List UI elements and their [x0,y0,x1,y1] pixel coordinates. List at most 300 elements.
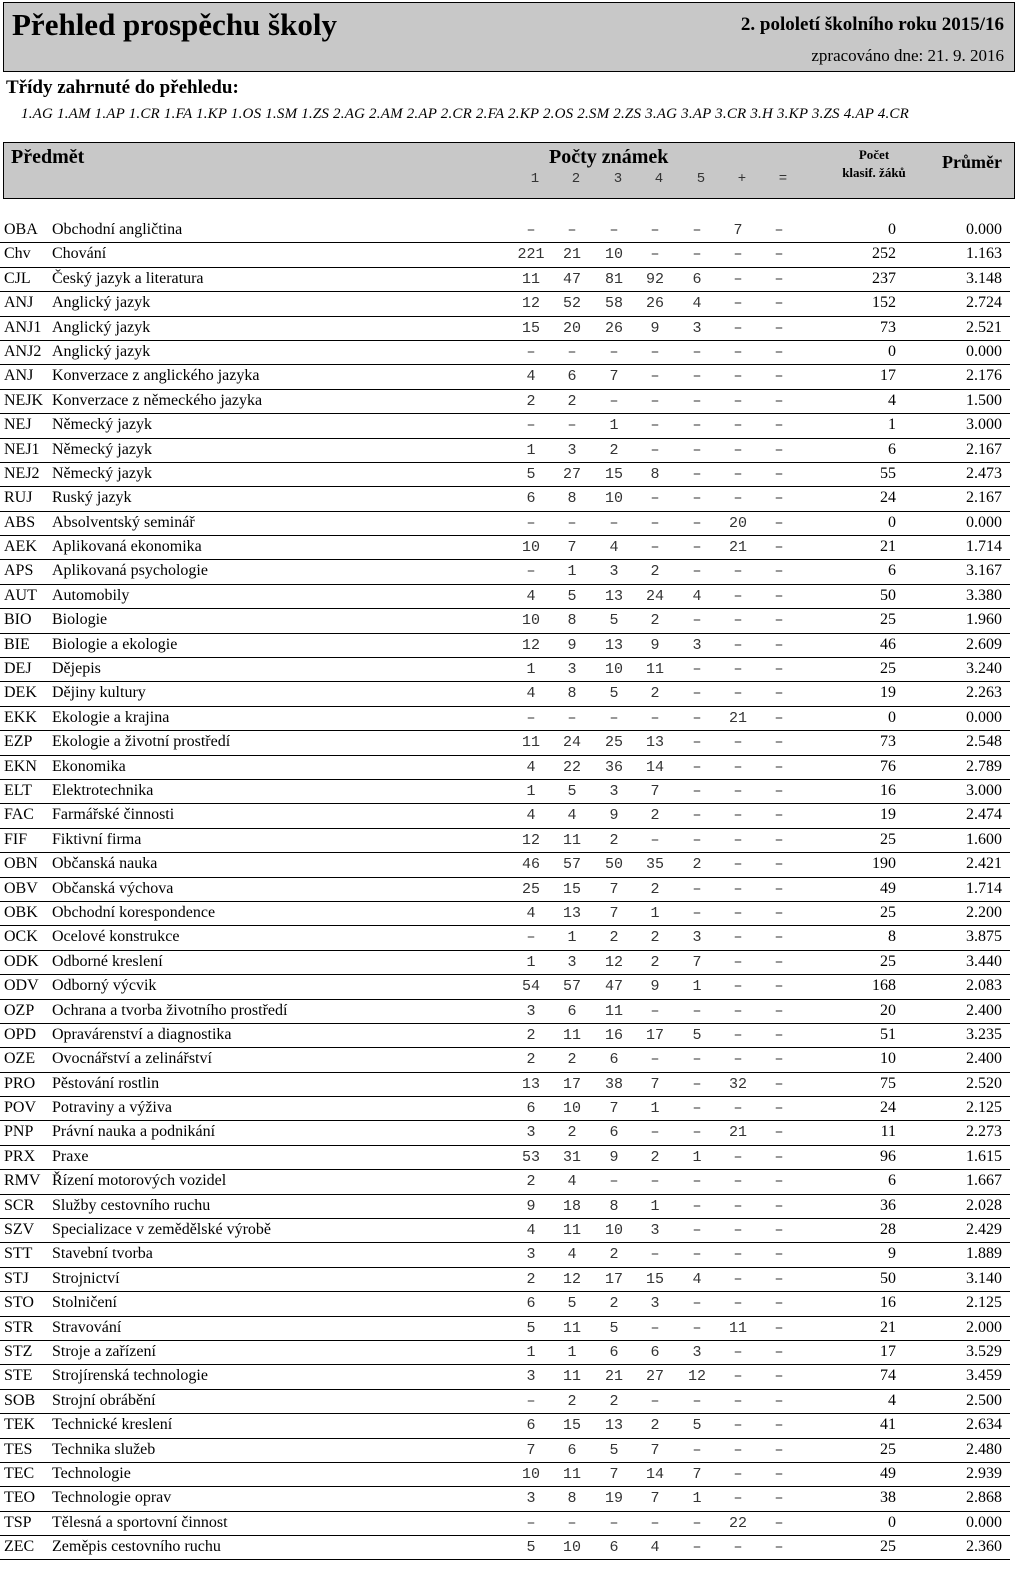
grade-count: – [526,343,536,361]
table-row [0,390,1010,414]
subject-code: PNP [4,1123,34,1141]
table-row [0,682,1010,706]
grade-count: – [526,929,536,947]
table-row [0,536,1010,560]
table-row [0,1219,1010,1243]
grade-count: – [733,1539,743,1557]
grade-count: 10 [521,539,540,557]
grade-count: – [774,1246,784,1264]
grade-count: 11 [562,1026,581,1044]
grade-count: 3 [567,661,577,679]
grade-count: – [774,490,784,508]
grade-count: 92 [645,270,664,288]
grade-count: 17 [604,1270,623,1288]
average-value: 1.615 [966,1147,1002,1165]
grade-count: 8 [567,612,577,630]
grade-count: – [526,563,536,581]
grade-count: – [733,490,743,508]
grade-header-5: 5 [696,171,706,187]
grade-count: – [650,1246,660,1264]
grade-count: 2 [526,1270,536,1288]
grade-count: 17 [645,1026,664,1044]
classified-count: 0 [888,708,896,726]
grade-count: – [774,441,784,459]
grade-count: 6 [609,1343,619,1361]
classified-count: 19 [880,806,896,824]
grade-count: 12 [687,1368,706,1386]
grade-header-4: 4 [654,171,664,187]
classified-count: 49 [880,1464,896,1482]
grade-count: – [692,1124,702,1142]
grade-count: – [774,929,784,947]
table-row [0,707,1010,731]
grade-count: 52 [562,295,581,313]
grade-count: 2 [567,1051,577,1069]
grade-count: – [692,1441,702,1459]
grade-count: 2 [650,953,660,971]
grade-count: 8 [609,1197,619,1215]
subject-name: Stavební tvorba [52,1245,153,1263]
grade-count: – [774,880,784,898]
grade-count: – [609,392,619,410]
average-value: 1.714 [966,879,1002,897]
subject-name: Farmářské činnosti [52,806,175,824]
grade-count: 1 [567,1343,577,1361]
grade-count: 11 [521,270,540,288]
grade-count: 12 [521,831,540,849]
grade-count: – [692,758,702,776]
student-count-header [834,146,914,182]
grade-count: 11 [562,1465,581,1483]
table-row [0,1463,1010,1487]
grade-count: – [774,465,784,483]
table-row [0,658,1010,682]
subject-name: Obchodní angličtina [52,221,183,238]
subject-name: Občanská výchova [52,879,174,897]
grade-count: – [774,514,784,532]
subject-name: Ovocnářství a zelinářství [52,1050,212,1068]
classified-count: 4 [888,391,896,409]
grade-count: – [692,1392,702,1410]
grade-count: 3 [692,636,702,654]
grade-count: 2 [526,392,536,410]
grade-count: – [526,1392,536,1410]
grade-count: 221 [517,246,545,264]
grade-count: – [733,1295,743,1313]
table-row [0,1146,1010,1170]
grade-count: – [650,368,660,386]
grade-count: – [774,904,784,922]
average-value: 2.474 [966,806,1002,824]
average-value: 1.163 [966,245,1002,263]
grade-count: – [692,807,702,825]
classified-count: 73 [880,733,896,751]
subject-name: Konverzace z anglického jazyka [52,367,260,385]
average-value: 3.875 [966,928,1002,946]
table-row [0,487,1010,511]
grade-count: – [692,880,702,898]
grade-count: – [650,417,660,435]
subject-name: Dějiny kultury [52,684,146,702]
average-value: 0.000 [966,708,1002,726]
grade-count: – [774,1148,784,1166]
grade-header-2: 2 [571,171,581,187]
classified-count: 152 [872,294,896,312]
grade-count: 3 [567,441,577,459]
grade-count: – [567,709,577,727]
grade-count: 6 [567,1002,577,1020]
grade-count: 5 [692,1026,702,1044]
average-value: 2.273 [966,1123,1002,1141]
grade-count: 11 [562,831,581,849]
grade-count: 2 [526,1173,536,1191]
grade-count: – [692,782,702,800]
grade-count: 7 [609,1465,619,1483]
subject-name: Ruský jazyk [52,489,132,507]
subject-code: STT [4,1245,33,1263]
average-value: 2.200 [966,903,1002,921]
grade-count: – [650,246,660,264]
grade-count: – [692,1222,702,1240]
subject-name: Absolventský seminář [52,513,195,531]
grade-count: – [733,1026,743,1044]
table-row [0,268,1010,292]
table-row [0,1439,1010,1463]
grade-count: 7 [526,1441,536,1459]
subject-name: Stolničení [52,1294,117,1312]
classified-count: 21 [880,1318,896,1336]
grade-count: 2 [609,1246,619,1264]
subject-name: Aplikovaná ekonomika [52,538,202,556]
subject-name: Automobily [52,586,130,604]
grade-count: – [692,1539,702,1557]
grade-count: 27 [562,465,581,483]
table-row [0,512,1010,536]
average-value: 2.521 [966,318,1002,336]
grade-count: – [692,1075,702,1093]
grade-count: – [733,563,743,581]
subject-code: TES [4,1440,33,1458]
grade-count: – [650,514,660,532]
grade-count: 8 [567,490,577,508]
classified-count: 0 [888,1513,896,1531]
classified-count: 252 [872,245,896,263]
grade-count: – [609,514,619,532]
grade-count: – [774,685,784,703]
subject-code: CJL [4,269,31,287]
grade-count: 6 [692,270,702,288]
grade-count: 4 [567,1173,577,1191]
grade-count: 2 [650,880,660,898]
grade-count: 2 [692,856,702,874]
table-row [0,1195,1010,1219]
grade-count: 2 [650,685,660,703]
subject-name: Stroje a zařízení [52,1342,156,1360]
classified-count: 50 [880,586,896,604]
grade-count: – [774,270,784,288]
average-value: 0.000 [966,221,1002,238]
grade-count: 20 [562,319,581,337]
subject-code: AEK [4,538,37,556]
classified-count: 46 [880,635,896,653]
grade-count: – [650,1051,660,1069]
classified-count: 41 [880,1416,896,1434]
classified-count: 28 [880,1221,896,1239]
grade-count: – [733,685,743,703]
subject-code: NEJK [4,391,44,409]
subject-code: NEJ2 [4,464,40,482]
grade-count: 5 [526,1539,536,1557]
grade-count: 1 [526,441,536,459]
grade-count: 7 [609,1100,619,1118]
classified-count: 8 [888,928,896,946]
subject-name: Strojnictví [52,1269,120,1287]
grade-count: 1 [567,929,577,947]
grade-count: – [692,612,702,630]
grade-count: – [774,295,784,313]
grade-count: 27 [645,1368,664,1386]
grade-count: 21 [728,539,747,557]
grade-count: – [609,709,619,727]
grade-count: – [733,417,743,435]
table-row [0,609,1010,633]
grade-count: 18 [562,1197,581,1215]
grade-count: 9 [526,1197,536,1215]
report-header [3,2,1015,72]
subject-name: Pěstování rostlin [52,1074,160,1092]
grade-header-1: 1 [530,171,540,187]
subject-code: ODK [4,952,39,970]
classified-count: 25 [880,611,896,629]
grade-count: 6 [526,1295,536,1313]
grade-count: – [733,295,743,313]
classified-count: 168 [872,977,896,995]
grade-count: 2 [650,1148,660,1166]
grade-count: – [692,831,702,849]
grade-count: 3 [692,319,702,337]
grade-count: – [733,856,743,874]
grade-count: – [733,1343,743,1361]
average-value: 2.520 [966,1074,1002,1092]
subject-code: ABS [4,513,36,531]
grade-count: 1 [526,953,536,971]
grade-count: – [774,1173,784,1191]
grade-count: 4 [526,368,536,386]
grade-count: 9 [609,807,619,825]
average-value: 2.634 [966,1416,1002,1434]
subject-name: Stravování [52,1318,122,1336]
subject-code: STE [4,1367,33,1385]
subject-code: TEO [4,1489,36,1507]
subject-name: Praxe [52,1147,89,1165]
table-row [0,902,1010,926]
grade-count: – [692,1173,702,1191]
grade-count: 1 [526,661,536,679]
grade-count: 11 [645,661,664,679]
grade-count: – [774,246,784,264]
average-value: 2.263 [966,684,1002,702]
grade-count: 9 [650,319,660,337]
average-value: 0.000 [966,1513,1002,1531]
grade-count: 2 [650,807,660,825]
grade-count: – [733,319,743,337]
grade-count: 5 [609,1441,619,1459]
grade-count: 22 [728,1514,747,1532]
grade-count: 5 [609,685,619,703]
grade-count: 57 [562,856,581,874]
grade-count: 11 [521,734,540,752]
average-value: 3.235 [966,1025,1002,1043]
average-value: 2.360 [966,1538,1002,1556]
grade-count: – [567,514,577,532]
table-row [0,731,1010,755]
subject-code: APS [4,562,34,580]
average-value: 2.176 [966,367,1002,385]
grade-count: – [774,1002,784,1020]
table-header [3,142,1015,199]
grade-count: – [609,343,619,361]
subject-name: Řízení motorových vozidel [52,1172,227,1190]
grade-count: 14 [645,1465,664,1483]
subject-code: STR [4,1318,34,1336]
average-value: 0.000 [966,513,1002,531]
grade-count: – [650,831,660,849]
table-row [0,634,1010,658]
grade-count: 13 [604,1417,623,1435]
table-row [0,243,1010,267]
grade-count: – [774,1100,784,1118]
grade-count: 5 [692,1417,702,1435]
grade-count: 5 [526,465,536,483]
grade-count: – [692,222,702,239]
grade-count: 19 [604,1490,623,1508]
grade-count: – [733,831,743,849]
grade-count: – [774,368,784,386]
grade-count: 6 [609,1539,619,1557]
grade-count: – [733,1465,743,1483]
subject-code: TSP [4,1513,32,1531]
subject-name: Tělesná a sportovní činnost [52,1513,228,1531]
grade-count: – [774,563,784,581]
grade-count: – [650,1124,660,1142]
grade-count: 26 [604,319,623,337]
subject-name: Chování [52,245,107,263]
table-row [0,853,1010,877]
grade-count: – [650,1392,660,1410]
grade-count: – [774,1319,784,1337]
grade-count: – [609,222,619,239]
grade-count: 1 [526,1343,536,1361]
subject-code: ANJ2 [4,342,42,360]
subject-name: Ekonomika [52,757,126,775]
subject-code: SOB [4,1391,36,1409]
subject-code: OBK [4,903,38,921]
grade-count: – [733,343,743,361]
average-value: 1.667 [966,1172,1002,1190]
subject-code: OZE [4,1050,36,1068]
grade-count: 4 [526,904,536,922]
subject-name: Technické kreslení [52,1416,173,1434]
grade-count: 1 [650,1100,660,1118]
grade-count: 15 [562,1417,581,1435]
subject-name: Strojní obrábění [52,1391,156,1409]
grade-count: 7 [567,539,577,557]
classified-count: 75 [880,1074,896,1092]
average-value: 0.000 [966,342,1002,360]
classified-count: 19 [880,684,896,702]
grade-count: – [733,270,743,288]
grade-count: 7 [609,880,619,898]
subject-code: SZV [4,1221,35,1239]
grade-count: 47 [604,978,623,996]
grade-count: – [774,831,784,849]
grade-count: – [774,343,784,361]
grade-count: – [650,1002,660,1020]
grade-count: – [526,222,536,239]
grade-count: 10 [604,246,623,264]
grade-count: 2 [609,929,619,947]
classified-count: 74 [880,1367,896,1385]
grade-count: 22 [562,758,581,776]
grade-count: 10 [521,612,540,630]
table-row [0,1073,1010,1097]
grade-count: 10 [604,490,623,508]
grade-count: 4 [609,539,619,557]
grade-count: – [526,1514,536,1532]
student-count-header-line2: klasif. žáků [842,165,906,180]
grade-count: – [692,246,702,264]
average-value: 3.000 [966,781,1002,799]
subject-code: DEJ [4,660,32,678]
grade-count: – [733,1368,743,1386]
average-value: 3.240 [966,660,1002,678]
grade-count: – [774,1075,784,1093]
average-value: 2.083 [966,977,1002,995]
table-row [0,219,1010,243]
grade-header-plus: + [737,171,747,187]
grade-count: – [774,1441,784,1459]
average-value: 3.380 [966,586,1002,604]
grade-count: – [733,953,743,971]
grade-count: – [733,1197,743,1215]
subject-code: BIE [4,635,30,653]
grade-count: – [733,1173,743,1191]
grade-count: – [774,782,784,800]
subject-code: AUT [4,586,37,604]
table-row [0,1243,1010,1267]
grade-count: – [774,1392,784,1410]
grade-count: 13 [604,587,623,605]
table-row [0,1512,1010,1536]
grade-count: 2 [609,1392,619,1410]
grade-count: 4 [526,758,536,776]
grade-count: – [774,734,784,752]
average-value: 2.167 [966,440,1002,458]
grade-count: – [733,1002,743,1020]
grade-count: – [733,1051,743,1069]
grade-count: 2 [609,441,619,459]
table-row [0,560,1010,584]
grade-count: – [692,1197,702,1215]
table-row [0,365,1010,389]
grade-count: 9 [650,636,660,654]
grade-count: 26 [645,295,664,313]
subject-name: Německý jazyk [52,440,152,458]
grade-count: 31 [562,1148,581,1166]
grade-count: – [609,1173,619,1191]
grade-count: – [650,1514,660,1532]
subject-code: STZ [4,1342,33,1360]
